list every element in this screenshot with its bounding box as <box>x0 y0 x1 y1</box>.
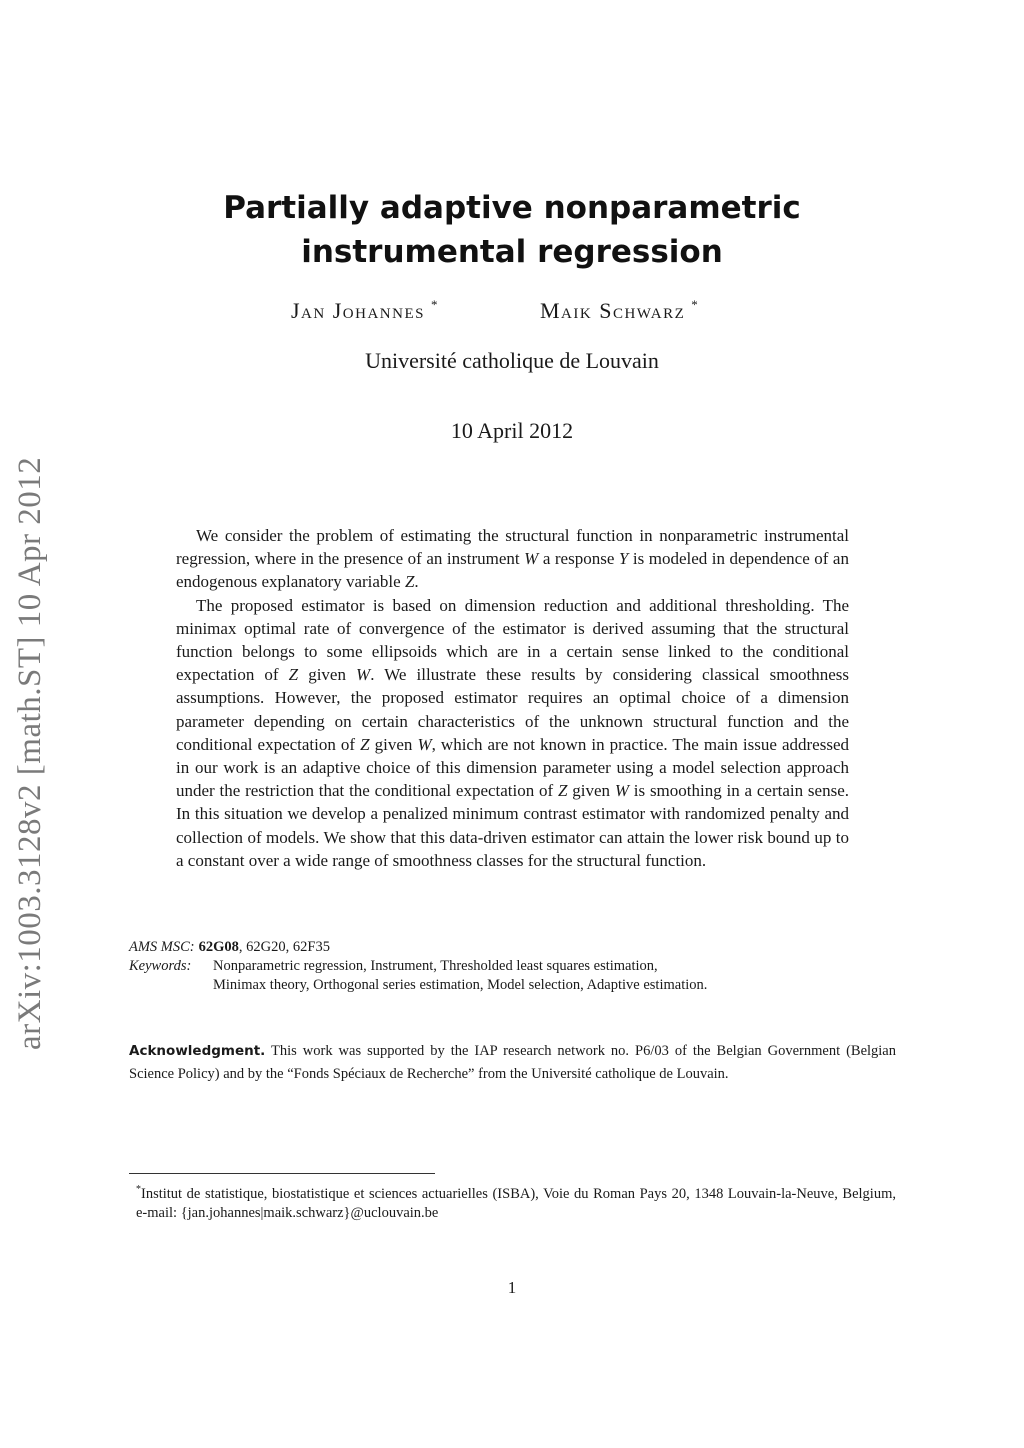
keywords-line-1: Nonparametric regression, Instrument, Thresholded least squares estimation, <box>213 958 658 974</box>
keywords-row <box>129 957 707 995</box>
footnote-text: Institut de statistique, biostatistique et sciences actuarielles (ISBA), Voie du Roman Pays 20, 1348 Louvain-la-Neuve, Belgium, e-mail: {jan.johannes|maik.schwarz}@uclouvain.be <box>136 1185 896 1222</box>
author-1-name: Jan Johannes <box>291 298 425 323</box>
title-line-2: instrumental regression <box>301 234 723 270</box>
abstract-paragraph-1: We consider the problem of estimating the structural function in nonparametric instrumental regression, where in the presence of an instrument W a response Y is modeled in dependence of an endogenous explanatory variable Z. <box>176 526 849 592</box>
author-1-footnote-mark: * <box>430 297 439 312</box>
affiliation: Université catholique de Louvain <box>365 348 659 373</box>
author-2-footnote-mark: * <box>691 297 700 312</box>
keywords-label: Keywords: <box>129 958 192 974</box>
keywords-line-2: Minimax theory, Orthogonal series estimation, Model selection, Adaptive estimation. <box>213 977 708 993</box>
author-1 <box>291 297 439 324</box>
acknowledgment <box>129 1040 896 1085</box>
ams-msc-row <box>129 938 707 957</box>
title-line-1: Partially adaptive nonparametric <box>223 190 801 226</box>
paper-title <box>200 186 824 274</box>
abstract <box>176 524 849 872</box>
keywords-values <box>213 957 707 995</box>
classification-block <box>129 938 707 995</box>
ams-msc-label: AMS MSC: <box>129 939 195 955</box>
author-2 <box>540 297 699 324</box>
author-list <box>0 297 1024 331</box>
page-number: 1 <box>507 1278 517 1297</box>
footnote-mark: * <box>136 1184 141 1195</box>
acknowledgment-heading: Acknowledgment. <box>129 1043 266 1059</box>
ams-primary-code: 62G08 <box>198 939 239 955</box>
footnote <box>136 1180 896 1224</box>
ams-secondary-codes: , 62G20, 62F35 <box>238 939 330 955</box>
publication-date: 10 April 2012 <box>450 418 574 443</box>
footnote-divider <box>129 1173 435 1174</box>
ams-msc-codes <box>199 938 330 957</box>
author-2-name: Maik Schwarz <box>540 298 686 323</box>
arxiv-identifier-stamp: arXiv:1003.3128v2 [math.ST] 10 Apr 2012 <box>12 456 48 1050</box>
abstract-paragraph-2: The proposed estimator is based on dimension reduction and additional thresholding. The minimax optimal rate of convergence of the estimator is derived assuming that the structural function belongs to some ellipsoids which are in a certain sense linked to the conditional expectation of Z given W. We illustrate these results by considering classical smoothness assumptions. However, the proposed estimator requires an optimal choice of a dimension parameter depending on certain characteristics of the unknown structural function and the conditional expectation of Z given W, which are not known in practice. The main issue addressed in our work is an adaptive choice of this dimension parameter using a model selection approach under the restriction that the conditional expectation of Z given W is smoothing in a certain sense. In this situation we develop a penalized minimum contrast estimator with randomized penalty and collection of models. We show that this data-driven estimator can attain the lower risk bound up to a constant over a wide range of smoothness classes for the structural function. <box>176 595 849 870</box>
acknowledgment-text: This work was supported by the IAP research network no. P6/03 of the Belgian Government (Belgian Science Policy) and by the “Fonds Spéciaux de Recherche” from the Université catholique de Louvain. <box>129 1043 896 1082</box>
